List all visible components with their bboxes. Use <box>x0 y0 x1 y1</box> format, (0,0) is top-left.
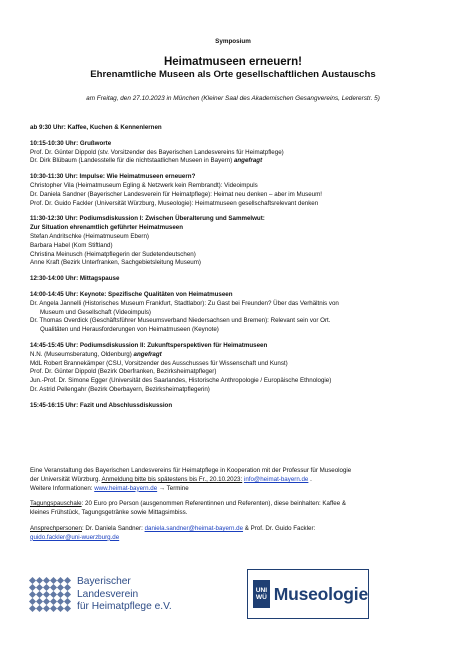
dateline: am Freitag, den 27.10.2023 in München (Kleiner Saal des Akademischen Gesangvereins, Ledererstr. 5) <box>86 94 380 102</box>
fee-text: : 20 Euro pro Person (ausgenommen Referentinnen und Referenten), diese beinhalten: Kaffee & <box>81 500 347 508</box>
requested-note: angefragt <box>133 350 162 358</box>
program-block <box>30 275 450 284</box>
registration-line <box>30 476 444 485</box>
program-block <box>30 342 450 395</box>
website-link[interactable]: www.heimat-bayern.de <box>94 484 158 492</box>
fee-line <box>30 500 444 509</box>
block-heading: ab 9:30 Uhr: Kaffee, Kuchen & Kennenlernen <box>30 124 162 131</box>
block-heading: 14:45-15:45 Uhr: Podiumsdiskussion II: Zukunftsperspektiven für Heimatmuseen <box>30 341 268 349</box>
fee-label: Tagungspauschale <box>30 500 82 508</box>
fackler-email-link[interactable]: guido.fackler@uni-wuerzburg.de <box>30 533 120 541</box>
uni-mark-line: WÜ <box>255 594 267 601</box>
speaker-line: Prof. Dr. Günter Dippold (stv. Vorsitzender des Bayerischen Landesvereins für Heimatpflege) <box>30 148 284 156</box>
organizer-line: Eine Veranstaltung des Bayerischen Landesvereins für Heimatpflege in Kooperation mit der Professur für Museologie <box>30 467 352 474</box>
contacts-line <box>30 525 444 534</box>
uni-mark-line: UNI <box>255 587 268 594</box>
program-block <box>30 173 450 208</box>
speaker-line: Jun.-Prof. Dr. Simone Egger (Universität des Saarlandes, Historische Anthropologie / Europäische Ethnologie) <box>30 377 332 385</box>
diamond-pattern-icon <box>30 578 71 612</box>
speaker-line: Dr. Daniela Sandner (Bayerischer Landesverein für Heimatpflege): Heimat neu denken – aber im Museum! <box>30 190 322 198</box>
program-block <box>30 215 450 268</box>
block-heading: 15:45-16:15 Uhr: Fazit und Abschlussdiskussion <box>30 401 173 409</box>
speaker-line: Christopher Vila (Heimatmuseum Egling & Netzwerk kein Rembrandt): Videoimpuls <box>30 181 258 189</box>
footer-info <box>30 467 444 550</box>
speaker-line-continued: Museum und Gesellschaft (Videoimpuls) <box>40 308 151 316</box>
speaker-line: MdL Robert Brannekämper (CSU, Vorsitzender des Ausschusses für Wissenschaft und Kunst) <box>30 359 288 367</box>
block-heading: 10:30-11:30 Uhr: Impulse: Wie Heimatmuseen erneuern? <box>30 173 196 181</box>
page-subtitle: Ehrenamtliche Museen als Orte gesellschaftlichen Austauschs <box>90 69 376 81</box>
contacts-paragraph <box>30 525 444 543</box>
punctuation: . <box>308 475 312 483</box>
speaker-line-continued: Qualitäten und Herausforderungen von Heimatmuseen (Keynote) <box>40 326 219 334</box>
more-info-line <box>30 485 444 494</box>
fee-line-continued: kleines Frühstück, Tagungsgetränke sowie Mittagsimbiss. <box>30 509 188 517</box>
fee-paragraph <box>30 500 444 518</box>
kicker: Symposium <box>215 38 251 45</box>
speaker-line: Dr. Angela Jannelli (Historisches Museum Frankfurt, Stadtlabor): Zu Gast bei Freunden? Über das Verhältnis von <box>30 299 339 307</box>
block-heading: 12:30-14:00 Uhr: Mittagspause <box>30 275 120 283</box>
speaker-line: Dr. Thomas Overdick (Geschäftsführer Museumsverband Niedersachsen und Bremen): Relevant sein vor Ort. <box>30 317 331 325</box>
page-title: Heimatmuseen erneuern! <box>163 55 303 68</box>
organizer-text: der Universität Würzburg. <box>30 475 102 483</box>
organizer-paragraph <box>30 467 444 493</box>
more-info-suffix: → Termine <box>157 484 189 492</box>
speaker-line: Barbara Habel (Kom Stiftland) <box>30 241 113 249</box>
registration-email-link[interactable]: info@heimat-bayern.de <box>243 475 309 483</box>
contacts-text: : Dr. Daniela Sandner: <box>81 524 145 532</box>
speaker-line: Christina Meinusch (Heimatpflegerin der Sudetendeutschen) <box>30 250 196 258</box>
logo-line: für Heimatpflege e.V. <box>77 601 172 613</box>
logo-line: Bayerischer Landesverein <box>77 575 139 600</box>
speaker-text: Dr. Dirk Blübaum (Landesstelle für die nichtstaatlichen Museen in Bayern) <box>30 157 234 165</box>
speaker-line: Anne Kraft (Bezirk Unterfranken, Sachgebietsleitung Museum) <box>30 259 201 267</box>
program-block <box>30 124 450 133</box>
requested-note: angefragt <box>233 157 263 165</box>
program <box>30 124 450 418</box>
contacts-line-continued <box>30 534 444 543</box>
speaker-line: Dr. Astrid Pellengahr (Bezirk Oberbayern, Bezirksheimatpflegerin) <box>30 385 210 393</box>
speaker-line: Prof. Dr. Guido Fackler (Universität Würzburg, Museologie): Heimatmuseen gesellschaftsrelevant denken <box>30 199 319 207</box>
landesverein-logo-text <box>77 576 192 614</box>
header <box>0 38 466 103</box>
landesverein-logo <box>30 571 192 619</box>
speaker-line <box>30 351 450 360</box>
program-block <box>30 291 450 335</box>
contacts-label: Ansprechpersonen <box>30 524 82 532</box>
program-block <box>30 140 450 166</box>
museologie-logo <box>247 569 369 619</box>
more-info-label: Weitere Informationen: <box>30 484 95 492</box>
speaker-line <box>30 157 450 166</box>
block-heading-continued: Zur Situation ehrenamtlich geführter Heimatmuseen <box>30 224 183 232</box>
contacts-text-2: & Prof. Dr. Guido Fackler: <box>243 524 316 532</box>
sandner-email-link[interactable]: daniela.sandner@heimat-bayern.de <box>144 524 244 532</box>
registration-deadline: Anmeldung bitte bis spätestens bis Fr., 20.10.2023: <box>101 475 243 483</box>
museologie-wordmark: Museologie <box>273 583 368 604</box>
uni-wue-mark <box>253 580 270 608</box>
block-heading: 14:00-14:45 Uhr: Keynote: Spezifische Qualitäten von Heimatmuseen <box>30 290 233 298</box>
speaker-line: Stefan Andritschke (Heimatmuseum Ebern) <box>30 232 149 240</box>
block-heading: 11:30-12:30 Uhr: Podiumsdiskussion I: Zwischen Überalterung und Sammelwut: <box>30 215 265 223</box>
speaker-line: Prof. Dr. Günter Dippold (Bezirk Oberfranken, Bezirksheimatpfleger) <box>30 368 217 376</box>
program-block <box>30 402 450 411</box>
speaker-text: N.N. (Museumsberatung, Oldenburg) <box>30 350 134 358</box>
block-heading: 10:15-10:30 Uhr: Grußworte <box>30 139 112 147</box>
